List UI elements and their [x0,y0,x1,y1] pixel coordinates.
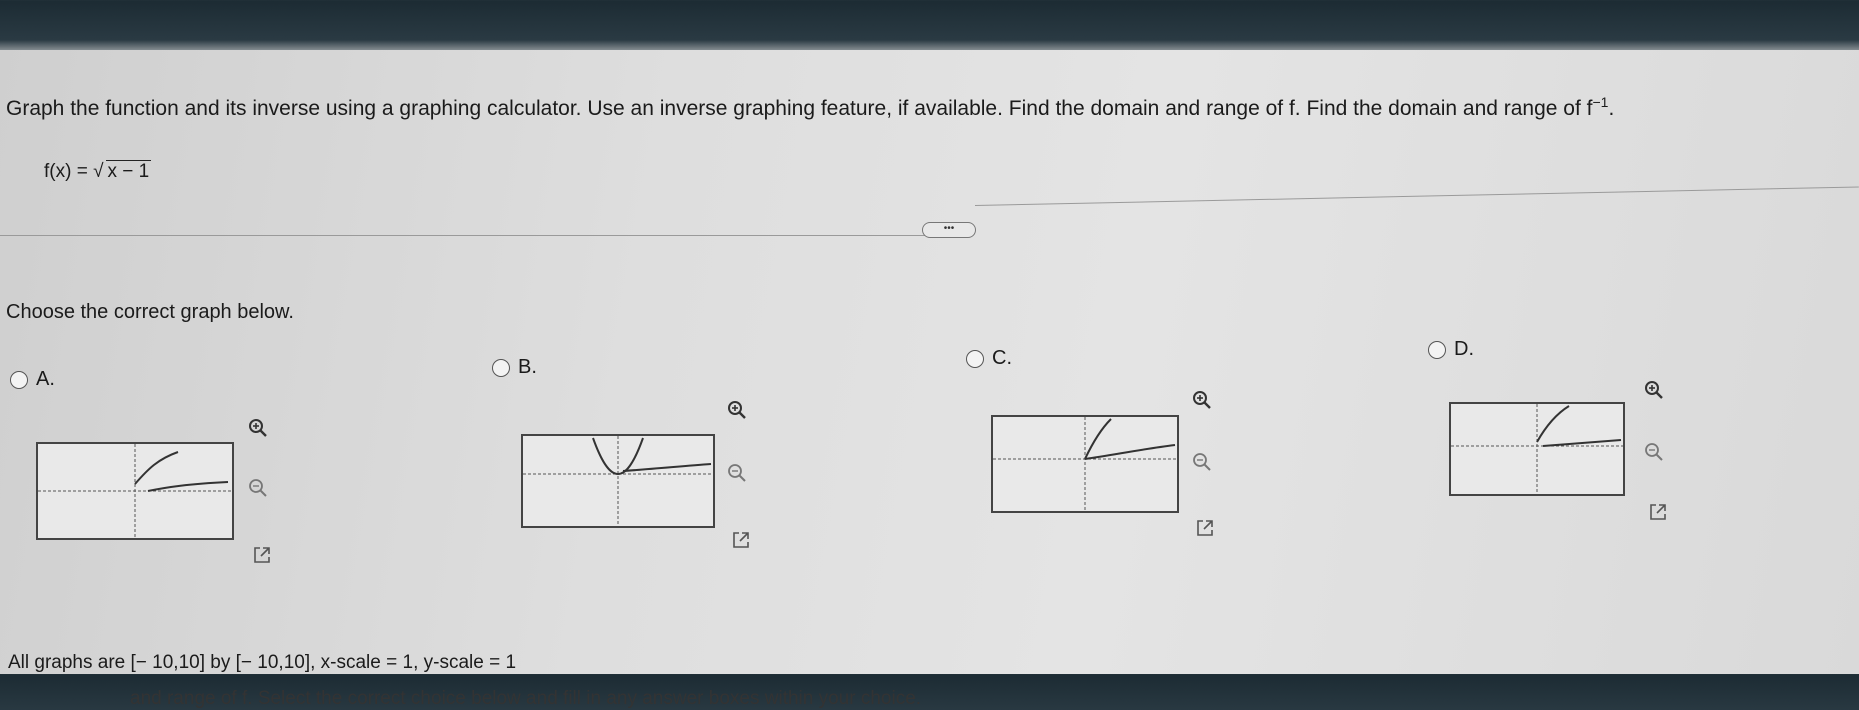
option-b[interactable]: B. [492,356,537,379]
zoom-in-icon[interactable] [1644,380,1664,400]
zoom-out-icon[interactable] [727,463,747,483]
zoom-out-icon[interactable] [248,478,268,498]
inverse-superscript: −1 [1592,94,1609,110]
radio-button-c[interactable] [966,350,984,368]
divider [0,235,925,236]
zoom-out-icon[interactable] [1644,442,1664,462]
graph-b [521,434,715,528]
option-a[interactable]: A. [10,368,55,391]
option-c[interactable]: C. [966,347,1012,370]
next-part-text: and range of f. Select the correct choice below and fill in any answer boxes within your choice. [130,688,922,709]
option-d[interactable]: D. [1428,338,1474,361]
zoom-in-icon[interactable] [1192,390,1212,410]
sqrt-symbol: √ [93,161,104,182]
enlarge-graph-icon[interactable] [1648,502,1668,522]
radicand: x − 1 [107,161,150,182]
radio-button-a[interactable] [10,371,28,389]
function-definition: f(x) = √ x − 1 [44,161,150,182]
zoom-in-icon[interactable] [727,400,747,420]
enlarge-graph-icon[interactable] [252,545,272,565]
window-note: All graphs are [− 10,10] by [− 10,10], x-scale = 1, y-scale = 1 [8,652,517,673]
enlarge-graph-icon[interactable] [731,530,751,550]
x-window: [− 10,10] [130,652,205,673]
divider [975,186,1859,206]
radio-button-d[interactable] [1428,341,1446,359]
y-window: [− 10,10] [235,652,311,673]
expand-more-button[interactable]: ••• [922,222,976,238]
graph-d [1449,402,1625,496]
question-page [0,50,1859,709]
graph-a [36,442,234,540]
enlarge-graph-icon[interactable] [1195,518,1215,538]
zoom-in-icon[interactable] [248,418,268,438]
radio-button-b[interactable] [492,359,510,377]
graph-c [991,415,1179,513]
question-text: Graph the function and its inverse using a graphing calculator. Use an inverse graphing feature, if available. Find the domain and range of f. Find the domain and range of $f^{-1}$. [6,94,1615,120]
zoom-out-icon[interactable] [1192,452,1212,472]
choose-prompt: Choose the correct graph below. [6,301,294,323]
